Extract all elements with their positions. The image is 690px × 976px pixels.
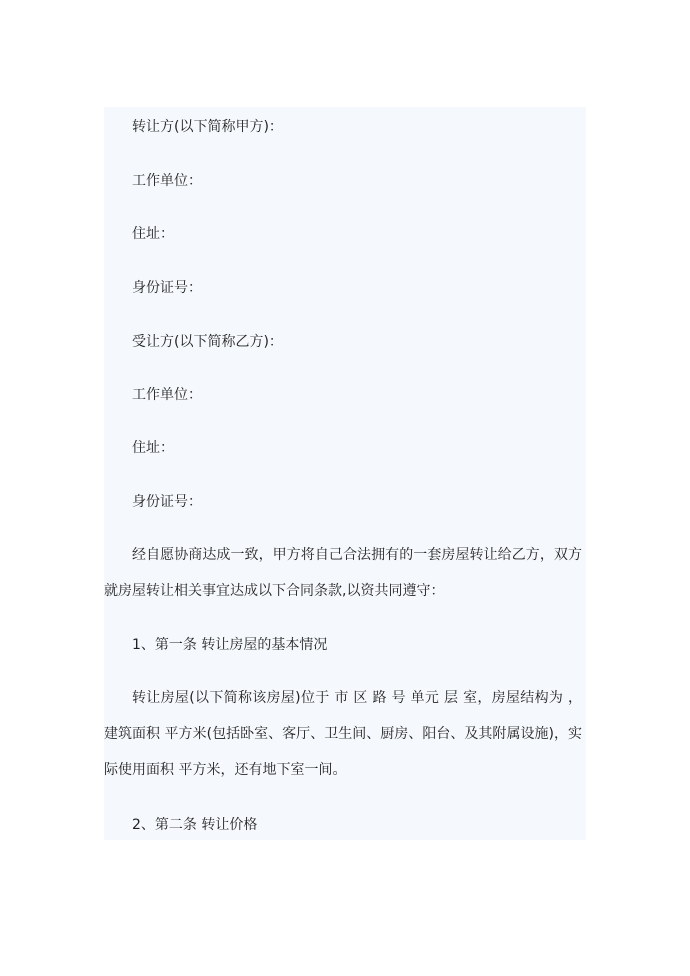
transferor-label: 转让方(以下简称甲方)： — [132, 119, 283, 135]
transferee-employer-label: 工作单位： — [132, 387, 202, 403]
transferee-id-label: 身份证号： — [132, 494, 202, 510]
agreement-intro-paragraph: 经自愿协商达成一致，甲方将自己合法拥有的一套房屋转让给乙方，双方就房屋转让相关事宜达成以下合同条款,以资共同遵守： — [104, 547, 582, 599]
transferor-address-label: 住址： — [132, 226, 174, 242]
article-2-heading: 2、第二条 转让价格 — [132, 817, 258, 833]
article-1-heading: 1、第一条 转让房屋的基本情况 — [132, 637, 328, 653]
article-1-body: 转让房屋(以下简称该房屋)位于 市 区 路 号 单元 层 室，房屋结构为 ，建筑面积 平方米(包括卧室、客厅、卫生间、厨房、阳台、及其附属设施)，实际使用面积 平方米，还有地下室一间。 — [104, 690, 582, 778]
transferee-label: 受让方(以下简称乙方)： — [132, 334, 283, 350]
transferor-id-label: 身份证号： — [132, 280, 202, 296]
transferor-employer-label: 工作单位： — [132, 173, 202, 189]
transferee-address-label: 住址： — [132, 440, 174, 456]
